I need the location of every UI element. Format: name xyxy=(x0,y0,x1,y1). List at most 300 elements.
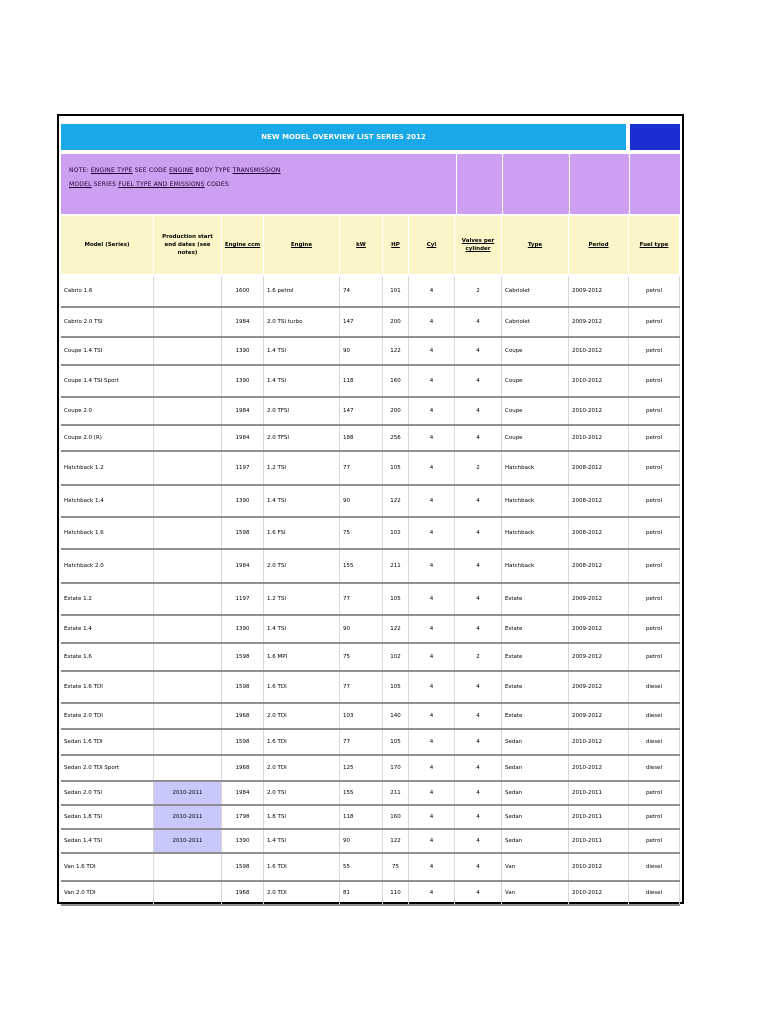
cell-valves[interactable]: 4 xyxy=(455,882,502,904)
cell-notes[interactable] xyxy=(154,366,222,396)
cell-kw[interactable]: 77 xyxy=(340,672,383,702)
cell-type[interactable]: Hatchback xyxy=(502,550,569,582)
cell-period[interactable]: 2010-2011 xyxy=(569,782,629,804)
cell-fuel[interactable]: petrol xyxy=(629,366,680,396)
cell-model[interactable]: Estate 2.0 TDI xyxy=(61,704,154,728)
cell-notes[interactable] xyxy=(154,854,222,880)
cell-kw[interactable]: 147 xyxy=(340,308,383,336)
cell-engine[interactable]: 1.8 TSI xyxy=(264,806,340,828)
cell-engine[interactable]: 1.6 petrol xyxy=(264,276,340,306)
cell-cyl[interactable]: 4 xyxy=(409,882,455,904)
cell-model[interactable]: Estate 1.2 xyxy=(61,584,154,614)
cell-fuel[interactable]: petrol xyxy=(629,644,680,670)
cell-fuel[interactable]: petrol xyxy=(629,782,680,804)
cell-fuel[interactable]: diesel xyxy=(629,730,680,754)
cell-hp[interactable]: 105 xyxy=(383,672,409,702)
cell-hp[interactable]: 75 xyxy=(383,854,409,880)
info-text xyxy=(69,164,449,192)
cell-valves[interactable]: 2 xyxy=(455,276,502,306)
header-type-text[interactable]: Type xyxy=(527,242,543,248)
cell-kw[interactable]: 125 xyxy=(340,756,383,780)
cell-ccm[interactable]: 1968 xyxy=(222,882,264,904)
cell-engine[interactable]: 1.4 TSI xyxy=(264,338,340,364)
cell-ccm[interactable]: 1984 xyxy=(222,398,264,424)
cell-cyl[interactable]: 4 xyxy=(409,756,455,780)
cell-cyl[interactable]: 4 xyxy=(409,806,455,828)
cell-period[interactable]: 2008-2012 xyxy=(569,452,629,484)
info-link-engine[interactable]: ENGINE xyxy=(169,167,194,174)
header-fuel-text[interactable]: Fuel type xyxy=(639,242,669,248)
header-type xyxy=(502,216,569,274)
cell-kw[interactable]: 188 xyxy=(340,426,383,450)
cell-fuel[interactable]: petrol xyxy=(629,518,680,548)
table-row[interactable] xyxy=(61,426,680,452)
info-suffix: CODES xyxy=(206,181,229,188)
cell-notes[interactable] xyxy=(154,276,222,306)
table-row[interactable] xyxy=(61,644,680,672)
cell-ccm[interactable]: 1390 xyxy=(222,830,264,852)
cell-cyl[interactable]: 4 xyxy=(409,452,455,484)
cell-notes[interactable] xyxy=(154,584,222,614)
cell-cyl[interactable]: 4 xyxy=(409,616,455,642)
cell-kw[interactable]: 81 xyxy=(340,882,383,904)
cell-model[interactable]: Cabrio 2.0 TSI xyxy=(61,308,154,336)
table-row[interactable] xyxy=(61,756,680,782)
cell-ccm[interactable]: 1798 xyxy=(222,806,264,828)
cell-ccm[interactable]: 1984 xyxy=(222,550,264,582)
cell-kw[interactable]: 77 xyxy=(340,584,383,614)
cell-hp[interactable]: 200 xyxy=(383,398,409,424)
cell-notes[interactable] xyxy=(154,426,222,450)
cell-period[interactable]: 2010-2012 xyxy=(569,426,629,450)
cell-model[interactable]: Hatchback 2.0 xyxy=(61,550,154,582)
cell-model[interactable]: Sedan 1.8 TSI xyxy=(61,806,154,828)
info-link-fuel[interactable]: FUEL TYPE AND EMISSIONS xyxy=(118,181,205,188)
cell-type[interactable]: Coupe xyxy=(502,426,569,450)
cell-fuel[interactable]: petrol xyxy=(629,550,680,582)
cell-period[interactable]: 2010-2011 xyxy=(569,830,629,852)
header-cyl-text[interactable]: Cyl xyxy=(426,242,437,248)
cell-kw[interactable]: 147 xyxy=(340,398,383,424)
title-accent-box xyxy=(630,124,680,150)
cell-type[interactable]: Estate xyxy=(502,672,569,702)
cell-model[interactable]: Sedan 2.0 TSI xyxy=(61,782,154,804)
cell-type[interactable]: Sedan xyxy=(502,806,569,828)
cell-cyl[interactable]: 4 xyxy=(409,584,455,614)
cell-cyl[interactable]: 4 xyxy=(409,830,455,852)
cell-hp[interactable]: 105 xyxy=(383,584,409,614)
table-row[interactable] xyxy=(61,806,680,830)
cell-period[interactable]: 2010-2012 xyxy=(569,756,629,780)
cell-valves[interactable]: 4 xyxy=(455,672,502,702)
cell-notes[interactable] xyxy=(154,882,222,904)
cell-cyl[interactable]: 4 xyxy=(409,854,455,880)
table-row[interactable] xyxy=(61,616,680,644)
cell-period[interactable]: 2008-2012 xyxy=(569,550,629,582)
cell-ccm[interactable]: 1598 xyxy=(222,644,264,670)
cell-hp[interactable]: 105 xyxy=(383,452,409,484)
cell-notes[interactable]: 2010-2011 xyxy=(154,830,222,852)
cell-type[interactable]: Coupe xyxy=(502,366,569,396)
cell-type[interactable]: Cabriolet xyxy=(502,276,569,306)
cell-valves[interactable]: 4 xyxy=(455,518,502,548)
cell-fuel[interactable]: diesel xyxy=(629,756,680,780)
cell-kw[interactable]: 90 xyxy=(340,830,383,852)
cell-cyl[interactable]: 4 xyxy=(409,518,455,548)
table-row[interactable] xyxy=(61,882,680,906)
cell-notes[interactable] xyxy=(154,756,222,780)
cell-type[interactable]: Estate xyxy=(502,704,569,728)
cell-ccm[interactable]: 1390 xyxy=(222,338,264,364)
cell-model[interactable]: Van 1.6 TDI xyxy=(61,854,154,880)
cell-notes[interactable] xyxy=(154,338,222,364)
cell-engine[interactable]: 1.4 TSI xyxy=(264,366,340,396)
cell-hp[interactable]: 102 xyxy=(383,518,409,548)
sheet-title: NEW MODEL OVERVIEW LIST SERIES 2012 xyxy=(61,124,626,150)
cell-notes[interactable]: 2010-2011 xyxy=(154,806,222,828)
cell-fuel[interactable]: petrol xyxy=(629,276,680,306)
table-row[interactable] xyxy=(61,518,680,550)
table-row[interactable] xyxy=(61,854,680,882)
header-engine-text[interactable]: Engine xyxy=(290,242,313,248)
header-hp xyxy=(383,216,409,274)
cell-kw[interactable]: 90 xyxy=(340,486,383,516)
cell-model[interactable]: Coupe 1.4 TSI Sport xyxy=(61,366,154,396)
cell-notes[interactable] xyxy=(154,672,222,702)
cell-ccm[interactable]: 1600 xyxy=(222,276,264,306)
cell-kw[interactable]: 118 xyxy=(340,806,383,828)
cell-kw[interactable]: 90 xyxy=(340,616,383,642)
cell-valves[interactable]: 4 xyxy=(455,806,502,828)
cell-hp[interactable]: 105 xyxy=(383,730,409,754)
cell-cyl[interactable]: 4 xyxy=(409,730,455,754)
table-row[interactable] xyxy=(61,276,680,308)
cell-fuel[interactable]: petrol xyxy=(629,452,680,484)
cell-cyl[interactable]: 4 xyxy=(409,672,455,702)
header-period-text[interactable]: Period xyxy=(588,242,609,248)
cell-model[interactable]: Coupe 2.0 (R) xyxy=(61,426,154,450)
table-row[interactable] xyxy=(61,584,680,616)
cell-type[interactable]: Coupe xyxy=(502,338,569,364)
cell-kw[interactable]: 75 xyxy=(340,644,383,670)
table-row[interactable] xyxy=(61,704,680,730)
cell-period[interactable]: 2009-2012 xyxy=(569,584,629,614)
cell-fuel[interactable]: petrol xyxy=(629,426,680,450)
cell-model[interactable]: Coupe 2.0 xyxy=(61,398,154,424)
cell-hp[interactable]: 102 xyxy=(383,644,409,670)
band-divider xyxy=(629,154,630,214)
cell-period[interactable]: 2010-2012 xyxy=(569,882,629,904)
cell-notes[interactable] xyxy=(154,518,222,548)
cell-period[interactable]: 2009-2012 xyxy=(569,276,629,306)
cell-model[interactable]: Hatchback 1.6 xyxy=(61,518,154,548)
cell-fuel[interactable]: petrol xyxy=(629,338,680,364)
cell-fuel[interactable]: petrol xyxy=(629,806,680,828)
info-mid2: BODY TYPE xyxy=(195,167,231,174)
cell-notes[interactable] xyxy=(154,730,222,754)
cell-period[interactable]: 2009-2012 xyxy=(569,704,629,728)
cell-type[interactable]: Van xyxy=(502,882,569,904)
cell-fuel[interactable]: diesel xyxy=(629,672,680,702)
cell-notes[interactable] xyxy=(154,452,222,484)
cell-valves[interactable]: 4 xyxy=(455,584,502,614)
cell-period[interactable]: 2009-2012 xyxy=(569,616,629,642)
cell-type[interactable]: Sedan xyxy=(502,756,569,780)
cell-kw[interactable]: 75 xyxy=(340,518,383,548)
cell-engine[interactable]: 1.6 TDI xyxy=(264,672,340,702)
cell-kw[interactable]: 155 xyxy=(340,782,383,804)
cell-engine[interactable]: 1.4 TSI xyxy=(264,616,340,642)
cell-period[interactable]: 2008-2012 xyxy=(569,486,629,516)
cell-model[interactable]: Estate 1.6 TDI xyxy=(61,672,154,702)
cell-cyl[interactable]: 4 xyxy=(409,276,455,306)
cell-valves[interactable]: 4 xyxy=(455,704,502,728)
cell-ccm[interactable]: 1984 xyxy=(222,426,264,450)
cell-period[interactable]: 2010-2011 xyxy=(569,806,629,828)
header-hp-text[interactable]: HP xyxy=(391,242,400,248)
cell-engine[interactable]: 1.6 FSI xyxy=(264,518,340,548)
cell-cyl[interactable]: 4 xyxy=(409,782,455,804)
cell-valves[interactable]: 4 xyxy=(455,426,502,450)
cell-hp[interactable]: 101 xyxy=(383,276,409,306)
cell-period[interactable]: 2008-2012 xyxy=(569,518,629,548)
cell-valves[interactable]: 4 xyxy=(455,782,502,804)
cell-model[interactable]: Van 2.0 TDI xyxy=(61,882,154,904)
cell-valves[interactable]: 4 xyxy=(455,366,502,396)
cell-hp[interactable]: 122 xyxy=(383,830,409,852)
cell-hp[interactable]: 160 xyxy=(383,806,409,828)
cell-engine[interactable]: 2.0 TDI xyxy=(264,704,340,728)
cell-period[interactable]: 2010-2012 xyxy=(569,730,629,754)
cell-period[interactable]: 2010-2012 xyxy=(569,366,629,396)
cell-type[interactable]: Cabriolet xyxy=(502,308,569,336)
cell-period[interactable]: 2009-2012 xyxy=(569,308,629,336)
cell-cyl[interactable]: 4 xyxy=(409,426,455,450)
cell-valves[interactable]: 4 xyxy=(455,854,502,880)
cell-hp[interactable]: 200 xyxy=(383,308,409,336)
cell-engine[interactable]: 1.6 MPI xyxy=(264,644,340,670)
cell-hp[interactable]: 122 xyxy=(383,338,409,364)
cell-model[interactable]: Hatchback 1.4 xyxy=(61,486,154,516)
header-engine-ccm-text[interactable]: Engine ccm xyxy=(224,242,261,248)
header-notes: Production start end dates (see notes) xyxy=(154,216,222,274)
cell-period[interactable]: 2010-2012 xyxy=(569,398,629,424)
cell-notes[interactable] xyxy=(154,486,222,516)
cell-valves[interactable]: 4 xyxy=(455,730,502,754)
cell-notes[interactable] xyxy=(154,550,222,582)
cell-notes[interactable] xyxy=(154,704,222,728)
cell-ccm[interactable]: 1968 xyxy=(222,704,264,728)
cell-cyl[interactable]: 4 xyxy=(409,308,455,336)
cell-model[interactable]: Coupe 1.4 TSI xyxy=(61,338,154,364)
info-mid: SEE CODE xyxy=(134,167,167,174)
cell-period[interactable]: 2009-2012 xyxy=(569,644,629,670)
cell-hp[interactable]: 211 xyxy=(383,550,409,582)
cell-model[interactable]: Cabrio 1.6 xyxy=(61,276,154,306)
info-link-engine-type[interactable]: ENGINE TYPE xyxy=(90,167,133,174)
cell-ccm[interactable]: 1598 xyxy=(222,672,264,702)
cell-engine[interactable]: 2.0 TFSI xyxy=(264,398,340,424)
cell-fuel[interactable]: petrol xyxy=(629,486,680,516)
cell-ccm[interactable]: 1390 xyxy=(222,616,264,642)
table-row[interactable] xyxy=(61,672,680,704)
header-valves xyxy=(455,216,502,274)
cell-engine[interactable]: 1.2 TSI xyxy=(264,584,340,614)
cell-fuel[interactable]: petrol xyxy=(629,308,680,336)
header-model: Model (Series) xyxy=(61,216,154,274)
cell-valves[interactable]: 4 xyxy=(455,830,502,852)
table-row[interactable] xyxy=(61,730,680,756)
cell-cyl[interactable]: 4 xyxy=(409,398,455,424)
cell-engine[interactable]: 1.6 TDI xyxy=(264,854,340,880)
info-link-transmission[interactable]: TRANSMISSION xyxy=(232,167,281,174)
header-kw xyxy=(340,216,383,274)
cell-fuel[interactable]: petrol xyxy=(629,398,680,424)
cell-type[interactable]: Sedan xyxy=(502,830,569,852)
cell-ccm[interactable]: 1984 xyxy=(222,308,264,336)
cell-fuel[interactable]: diesel xyxy=(629,882,680,904)
cell-valves[interactable]: 4 xyxy=(455,486,502,516)
cell-valves[interactable]: 2 xyxy=(455,644,502,670)
cell-ccm[interactable]: 1197 xyxy=(222,584,264,614)
cell-engine[interactable]: 2.0 TDI xyxy=(264,756,340,780)
band-divider xyxy=(456,154,457,214)
cell-kw[interactable]: 155 xyxy=(340,550,383,582)
cell-cyl[interactable]: 4 xyxy=(409,704,455,728)
header-cyl xyxy=(409,216,455,274)
band-divider xyxy=(502,154,503,214)
cell-fuel[interactable]: petrol xyxy=(629,616,680,642)
cell-ccm[interactable]: 1390 xyxy=(222,486,264,516)
header-period xyxy=(569,216,629,274)
cell-hp[interactable]: 160 xyxy=(383,366,409,396)
cell-engine[interactable]: 1.4 TSI xyxy=(264,830,340,852)
cell-hp[interactable]: 122 xyxy=(383,486,409,516)
cell-ccm[interactable]: 1598 xyxy=(222,730,264,754)
cell-cyl[interactable]: 4 xyxy=(409,366,455,396)
cell-fuel[interactable]: petrol xyxy=(629,584,680,614)
cell-type[interactable]: Sedan xyxy=(502,730,569,754)
cell-kw[interactable]: 118 xyxy=(340,366,383,396)
cell-notes[interactable] xyxy=(154,644,222,670)
cell-model[interactable]: Sedan 2.0 TDI Sport xyxy=(61,756,154,780)
info-prefix: NOTE: xyxy=(69,167,89,174)
cell-valves[interactable]: 4 xyxy=(455,398,502,424)
cell-type[interactable]: Hatchback xyxy=(502,518,569,548)
cell-notes[interactable] xyxy=(154,616,222,642)
cell-ccm[interactable]: 1984 xyxy=(222,782,264,804)
cell-ccm[interactable]: 1197 xyxy=(222,452,264,484)
cell-ccm[interactable]: 1598 xyxy=(222,518,264,548)
table-row[interactable] xyxy=(61,308,680,338)
cell-type[interactable]: Estate xyxy=(502,584,569,614)
cell-ccm[interactable]: 1598 xyxy=(222,854,264,880)
cell-valves[interactable]: 4 xyxy=(455,550,502,582)
cell-type[interactable]: Coupe xyxy=(502,398,569,424)
cell-hp[interactable]: 122 xyxy=(383,616,409,642)
cell-type[interactable]: Hatchback xyxy=(502,486,569,516)
band-divider xyxy=(569,154,570,214)
cell-kw[interactable]: 90 xyxy=(340,338,383,364)
header-valves-text[interactable]: Valves per cylinder xyxy=(461,238,495,252)
cell-notes[interactable]: 2010-2011 xyxy=(154,782,222,804)
cell-type[interactable]: Estate xyxy=(502,644,569,670)
cell-model[interactable]: Estate 1.6 xyxy=(61,644,154,670)
table-row[interactable] xyxy=(61,782,680,806)
cell-period[interactable]: 2010-2012 xyxy=(569,338,629,364)
cell-type[interactable]: Van xyxy=(502,854,569,880)
cell-engine[interactable]: 1.6 TDI xyxy=(264,730,340,754)
cell-ccm[interactable]: 1968 xyxy=(222,756,264,780)
cell-engine[interactable]: 2.0 TDI xyxy=(264,882,340,904)
cell-hp[interactable]: 211 xyxy=(383,782,409,804)
cell-engine[interactable]: 2.0 TSI xyxy=(264,782,340,804)
cell-valves[interactable]: 4 xyxy=(455,338,502,364)
header-kw-text[interactable]: kW xyxy=(356,242,366,248)
cell-valves[interactable]: 2 xyxy=(455,452,502,484)
table-row[interactable] xyxy=(61,338,680,366)
cell-cyl[interactable]: 4 xyxy=(409,338,455,364)
cell-valves[interactable]: 4 xyxy=(455,756,502,780)
cell-cyl[interactable]: 4 xyxy=(409,644,455,670)
cell-model[interactable]: Sedan 1.6 TDI xyxy=(61,730,154,754)
cell-type[interactable]: Estate xyxy=(502,616,569,642)
cell-period[interactable]: 2009-2012 xyxy=(569,672,629,702)
table-row[interactable] xyxy=(61,550,680,584)
cell-fuel[interactable]: diesel xyxy=(629,704,680,728)
cell-fuel[interactable]: diesel xyxy=(629,854,680,880)
cell-notes[interactable] xyxy=(154,308,222,336)
cell-cyl[interactable]: 4 xyxy=(409,550,455,582)
cell-kw[interactable]: 55 xyxy=(340,854,383,880)
cell-ccm[interactable]: 1390 xyxy=(222,366,264,396)
cell-valves[interactable]: 4 xyxy=(455,616,502,642)
cell-notes[interactable] xyxy=(154,398,222,424)
cell-type[interactable]: Sedan xyxy=(502,782,569,804)
table-row[interactable] xyxy=(61,830,680,854)
cell-hp[interactable]: 140 xyxy=(383,704,409,728)
cell-hp[interactable]: 110 xyxy=(383,882,409,904)
info-link-model[interactable]: MODEL xyxy=(69,181,92,188)
spreadsheet xyxy=(57,114,684,904)
header-engine xyxy=(264,216,340,274)
cell-hp[interactable]: 256 xyxy=(383,426,409,450)
cell-valves[interactable]: 4 xyxy=(455,308,502,336)
cell-type[interactable]: Hatchback xyxy=(502,452,569,484)
table-row[interactable] xyxy=(61,452,680,486)
cell-kw[interactable]: 74 xyxy=(340,276,383,306)
cell-model[interactable]: Estate 1.4 xyxy=(61,616,154,642)
cell-model[interactable]: Sedan 1.4 TSI xyxy=(61,830,154,852)
cell-cyl[interactable]: 4 xyxy=(409,486,455,516)
cell-engine[interactable]: 2.0 TSI xyxy=(264,550,340,582)
table-row[interactable] xyxy=(61,486,680,518)
table-row[interactable] xyxy=(61,366,680,398)
cell-engine[interactable]: 2.0 TFSI xyxy=(264,426,340,450)
cell-model[interactable]: Hatchback 1.2 xyxy=(61,452,154,484)
table-row[interactable] xyxy=(61,398,680,426)
cell-hp[interactable]: 170 xyxy=(383,756,409,780)
cell-engine[interactable]: 1.2 TSI xyxy=(264,452,340,484)
cell-engine[interactable]: 1.4 TSI xyxy=(264,486,340,516)
cell-fuel[interactable]: petrol xyxy=(629,830,680,852)
cell-engine[interactable]: 2.0 TSI turbo xyxy=(264,308,340,336)
info-band xyxy=(61,154,680,214)
cell-kw[interactable]: 77 xyxy=(340,730,383,754)
cell-kw[interactable]: 77 xyxy=(340,452,383,484)
cell-kw[interactable]: 103 xyxy=(340,704,383,728)
cell-period[interactable]: 2010-2012 xyxy=(569,854,629,880)
